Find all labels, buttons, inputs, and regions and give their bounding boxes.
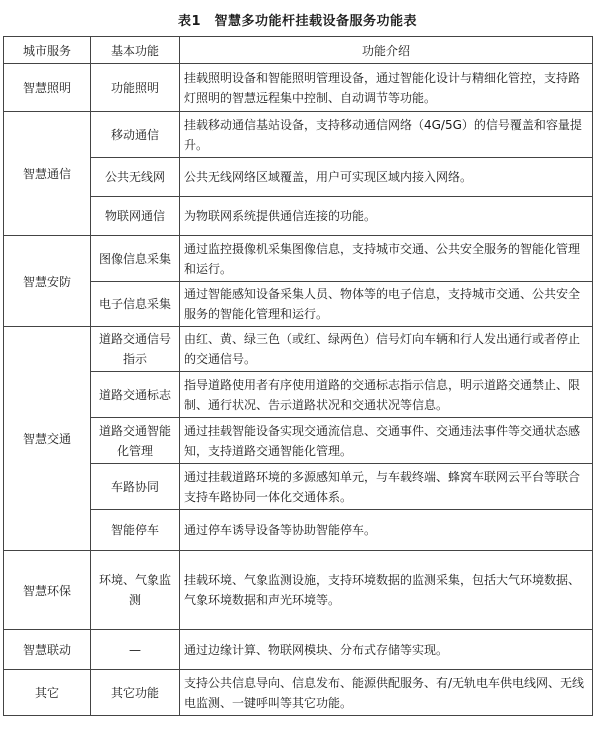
description-cell: 挂载照明设备和智能照明管理设备，通过智能化设计与精细化管控，支持路灯照明的智慧远程集中控制、自动调节等功能。 xyxy=(180,64,593,112)
description-cell: 挂载移动通信基站设备，支持移动通信网络（4G/5G）的信号覆盖和容量提升。 xyxy=(180,112,593,158)
function-cell: 其它功能 xyxy=(91,670,180,716)
table-row xyxy=(4,64,593,112)
description-cell: 由红、黄、绿三色（或红、绿两色）信号灯向车辆和行人发出通行或者停止的交通信号。 xyxy=(180,327,593,372)
header-description: 功能介绍 xyxy=(180,37,593,64)
service-cell: 其它 xyxy=(4,670,91,716)
service-cell: 智慧环保 xyxy=(4,551,91,630)
function-cell: 功能照明 xyxy=(91,64,180,112)
description-cell: 通过挂载道路环境的多源感知单元，与车载终端、蜂窝车联网云平台等联合支持车路协同一体化交通体系。 xyxy=(180,464,593,510)
table-row xyxy=(4,197,593,236)
function-cell: 车路协同 xyxy=(91,464,180,510)
description-cell: 通过边缘计算、物联网模块、分布式存储等实现。 xyxy=(180,630,593,670)
description-cell: 通过智能感知设备采集人员、物体等的电子信息，支持城市交通、公共安全服务的智能化管理和运行。 xyxy=(180,282,593,327)
function-cell: — xyxy=(91,630,180,670)
table-row xyxy=(4,510,593,551)
function-cell: 公共无线网 xyxy=(91,158,180,197)
description-cell: 公共无线网络区域覆盖，用户可实现区域内接入网络。 xyxy=(180,158,593,197)
header-service: 城市服务 xyxy=(4,37,91,64)
service-cell: 智慧照明 xyxy=(4,64,91,112)
function-cell: 智能停车 xyxy=(91,510,180,551)
table-row xyxy=(4,670,593,716)
table-row xyxy=(4,282,593,327)
function-cell: 道路交通信号指示 xyxy=(91,327,180,372)
service-cell: 智慧安防 xyxy=(4,236,91,327)
table-row xyxy=(4,372,593,418)
description-cell: 为物联网系统提供通信连接的功能。 xyxy=(180,197,593,236)
description-cell: 挂载环境、气象监测设施，支持环境数据的监测采集，包括大气环境数据、气象环境数据和声光环境等。 xyxy=(180,551,593,630)
function-cell: 图像信息采集 xyxy=(91,236,180,282)
table-row xyxy=(4,158,593,197)
table-row xyxy=(4,418,593,464)
description-cell: 通过停车诱导设备等协助智能停车。 xyxy=(180,510,593,551)
table-row xyxy=(4,464,593,510)
table-caption: 表1 智慧多功能杆挂载设备服务功能表 xyxy=(177,14,418,29)
table-row xyxy=(4,236,593,282)
service-cell: 智慧通信 xyxy=(4,112,91,236)
service-function-table xyxy=(3,36,593,716)
table-row xyxy=(4,112,593,158)
service-cell: 智慧联动 xyxy=(4,630,91,670)
function-cell: 环境、气象监测 xyxy=(91,551,180,630)
function-cell: 道路交通智能化管理 xyxy=(91,418,180,464)
header-function: 基本功能 xyxy=(91,37,180,64)
function-cell: 移动通信 xyxy=(91,112,180,158)
function-cell: 物联网通信 xyxy=(91,197,180,236)
table-row xyxy=(4,630,593,670)
table-header-row xyxy=(4,37,593,64)
description-cell: 支持公共信息导向、信息发布、能源供配服务、有/无轨电车供电线网、无线电监测、一键呼叫等其它功能。 xyxy=(180,670,593,716)
table-row xyxy=(4,327,593,372)
description-cell: 通过挂载智能设备实现交通流信息、交通事件、交通违法事件等交通状态感知，支持道路交通智能化管理。 xyxy=(180,418,593,464)
function-cell: 电子信息采集 xyxy=(91,282,180,327)
description-cell: 指导道路使用者有序使用道路的交通标志指示信息，明示道路交通禁止、限制、通行状况、告示道路状况和交通状况等信息。 xyxy=(180,372,593,418)
description-cell: 通过监控摄像机采集图像信息，支持城市交通、公共安全服务的智能化管理和运行。 xyxy=(180,236,593,282)
service-cell: 智慧交通 xyxy=(4,327,91,551)
table-row xyxy=(4,551,593,630)
function-cell: 道路交通标志 xyxy=(91,372,180,418)
